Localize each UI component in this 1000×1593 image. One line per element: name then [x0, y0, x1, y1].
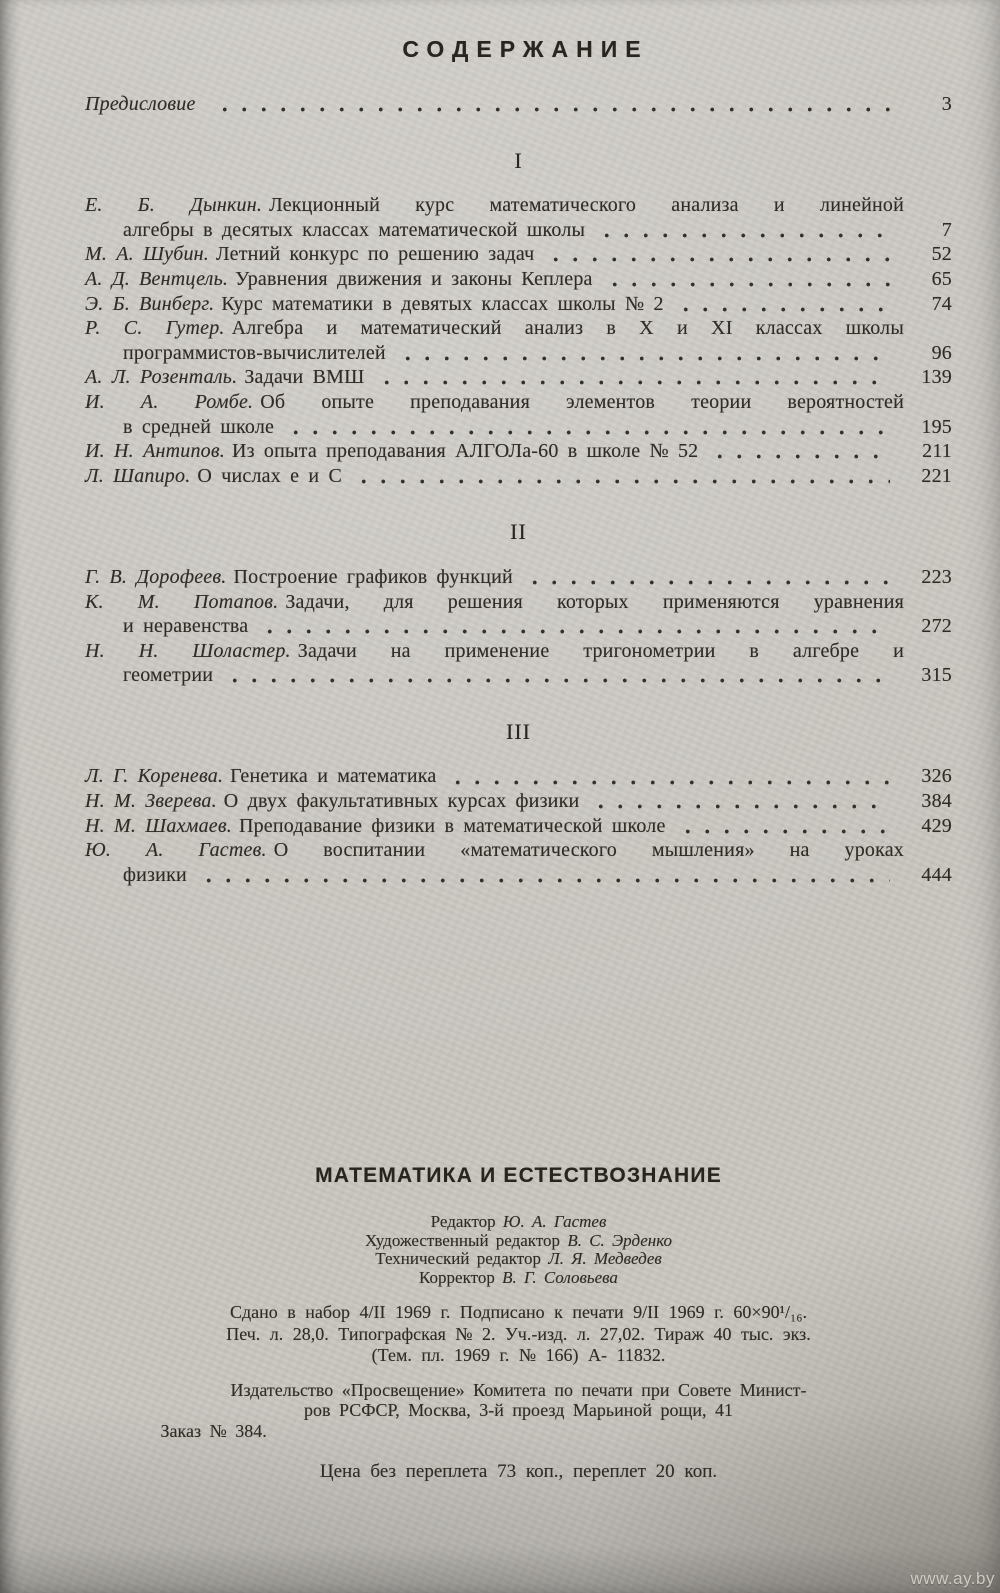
page-number: 7: [941, 218, 952, 241]
staff-role: Корректор: [419, 1267, 503, 1287]
dot-leader: [710, 454, 890, 460]
toc-title-text: Из опыта преподавания АЛГОЛа-60 в школе № 52: [231, 440, 699, 463]
book-title: МАТЕМАТИКА И ЕСТЕСТВОЗНАНИЕ: [315, 1164, 722, 1187]
page-number: 315: [921, 664, 952, 687]
staff-line: [85, 1269, 952, 1288]
colophon: [85, 1163, 952, 1483]
publisher-line-1: Издательство «Просвещение» Комитета по печати при Совете Минист-: [230, 1379, 807, 1400]
toc-entry-line: [85, 439, 952, 464]
toc-author: М. А. Шубин.: [85, 243, 209, 266]
toc-title-text: О воспитании «математического мышления» на уроках: [273, 839, 904, 862]
publisher-block: [149, 1380, 889, 1442]
toc-title-text: Алгебра и математический анализ в X и XI классах школы: [231, 317, 904, 340]
dot-leader: [354, 478, 890, 484]
dot-leader: [398, 355, 890, 361]
imprint-block: [149, 1302, 889, 1367]
toc-title-text: Об опыте преподавания элементов теории вероятностей: [260, 390, 904, 413]
toc-title-text: Уравнения движения и законы Кеплера: [235, 267, 593, 290]
toc-sections: [85, 149, 952, 888]
imprint-line-3: (Тем. пл. 1969 г. № 166) А- 11832.: [371, 1345, 666, 1366]
toc-author: Н. М. Зверева.: [85, 790, 217, 813]
toc-author: Е. Б. Дынкин.: [85, 194, 263, 217]
staff-role: Технический редактор: [375, 1249, 549, 1269]
dot-leader: [597, 232, 890, 238]
page-number: 65: [931, 267, 952, 290]
page-number: 96: [931, 341, 952, 364]
page-number: 52: [931, 243, 952, 266]
imprint-line-2: Печ. л. 28,0. Типографская № 2. Уч.-изд. л. 27,02. Тираж 40 тыс. экз.: [226, 1323, 811, 1344]
toc-entry-list: [85, 764, 952, 887]
dot-leader: [260, 629, 890, 635]
staff-line: [85, 1232, 952, 1251]
page-number: 272: [921, 615, 952, 638]
toc-author: К. М. Потапов.: [85, 590, 279, 613]
toc-entry-line: [85, 292, 952, 317]
watermark: www.ay.by: [910, 1569, 995, 1588]
toc-entry-line: [85, 193, 952, 218]
page-number: 211: [922, 440, 952, 463]
toc-entry-line: [85, 663, 952, 688]
toc-author: А. Л. Розенталь.: [85, 366, 238, 389]
table-of-contents: [85, 92, 952, 887]
toc-entry-line: [85, 789, 952, 814]
page-number: 384: [921, 790, 952, 813]
imprint-line-1: Сдано в набор 4/II 1969 г. Подписано к печати 9/II 1969 г. 60×90¹/₁₆.: [229, 1302, 808, 1323]
page-number: 221: [921, 464, 952, 487]
staff-line: [85, 1250, 952, 1269]
page-number: 3: [941, 93, 952, 115]
staff-role: Редактор: [430, 1212, 503, 1231]
toc-author: Ю. А. Гастев.: [85, 839, 267, 862]
toc-title-text: алгебры в десятых классах математической школы: [123, 218, 586, 241]
toc-title-text: Построение графиков функций: [233, 565, 513, 588]
staff-name: В. Г. Соловьева: [502, 1267, 618, 1287]
toc-entry-line: [85, 267, 952, 292]
page-number: 444: [921, 863, 952, 886]
toc-title-text: Лекционный курс математического анализа и линейной: [269, 194, 904, 217]
toc-entry-line: [85, 863, 952, 888]
toc-entry-line: [85, 415, 952, 440]
toc-title-text: Задачи, для решения которых применяются уравнения: [285, 590, 904, 613]
toc-author: Предисловие: [85, 93, 196, 115]
toc-author: И. Н. Антипов.: [85, 440, 225, 463]
page-number: 223: [921, 565, 952, 588]
page-number: 74: [931, 292, 952, 315]
staff-name: Ю. А. Гастев: [502, 1212, 607, 1231]
price-line: Цена без переплета 73 коп., переплет 20 коп.: [319, 1461, 718, 1483]
toc-author: Л. Шапиро.: [85, 464, 191, 487]
section-heading: III: [506, 718, 531, 744]
toc-author: И. А. Ромбе.: [85, 390, 254, 413]
toc-title-text: программистов-вычислителей: [123, 341, 386, 364]
dot-leader: [448, 779, 890, 785]
toc-entry-line: [85, 218, 952, 243]
toc-author: Р. С. Гутер.: [85, 317, 225, 340]
staff-name: В. С. Эрденко: [567, 1230, 673, 1250]
dot-leader: [605, 282, 890, 288]
toc-entry-line: [85, 316, 952, 341]
dot-leader: [286, 429, 890, 435]
toc-entry-list: [85, 565, 952, 688]
toc-entry-preface: [85, 92, 952, 117]
toc-title-text: О числах е и С: [197, 464, 343, 487]
toc-author: Н. М. Шахмаев.: [85, 814, 232, 837]
toc-author: А. Д. Вентцель.: [85, 267, 229, 290]
page-number: 429: [921, 814, 952, 837]
toc-title-text: Преподавание физики в математической школе: [238, 814, 666, 837]
toc-entry-line: [85, 341, 952, 366]
toc-entry-line: [85, 590, 952, 615]
dot-leader: [546, 257, 890, 263]
toc-entry-line: [85, 764, 952, 789]
dot-leader: [199, 877, 890, 883]
toc-title-text: Генетика и математика: [230, 765, 437, 788]
publisher-line-2: ров РСФСР, Москва, 3-й проезд Марьиной рощи, 41: [304, 1400, 733, 1421]
toc-entry-line: [85, 639, 952, 664]
publisher-order-line: Заказ № 384.: [160, 1420, 267, 1441]
toc-entry-line: [85, 390, 952, 415]
dot-leader: [215, 107, 890, 113]
toc-author: Э. Б. Винберг.: [85, 292, 215, 315]
toc-author: Н. Н. Шоластер.: [85, 639, 291, 662]
toc-title-text: Задачи ВМШ: [244, 366, 365, 389]
page-number: 326: [921, 765, 952, 788]
toc-author: Л. Г. Коренева.: [85, 765, 224, 788]
section-heading: II: [510, 519, 527, 545]
toc-entry-line: [85, 464, 952, 489]
dot-leader: [525, 580, 890, 586]
staff-role: Художественный редактор: [364, 1230, 568, 1250]
dot-leader: [591, 804, 890, 810]
toc-entry-line: [85, 614, 952, 639]
toc-title-text: в средней школе: [123, 415, 275, 438]
toc-entry-line: [85, 365, 952, 390]
toc-entry-line: [85, 242, 952, 267]
toc-title-text: О двух факультативных курсах физики: [223, 790, 580, 813]
page-title: СОДЕРЖАНИЕ: [402, 36, 649, 62]
toc-author: Г. В. Дорофеев.: [85, 565, 227, 588]
page-number: 195: [921, 415, 952, 438]
staff-list: [85, 1213, 952, 1287]
toc-title-text: Летний конкурс по решению задач: [216, 243, 535, 266]
toc-title-text: физики: [123, 863, 187, 886]
dot-leader: [377, 380, 890, 386]
toc-title-text: Курс математики в девятых классах школы № 2: [221, 292, 664, 315]
dot-leader: [225, 678, 890, 684]
dot-leader: [678, 828, 890, 834]
toc-entry-line: [85, 565, 952, 590]
page-number: 139: [921, 366, 952, 389]
staff-line: [85, 1213, 952, 1232]
toc-entry-line: [85, 814, 952, 839]
toc-entry-line: [85, 838, 952, 863]
dot-leader: [676, 306, 890, 312]
toc-title-text: геометрии: [123, 664, 214, 687]
toc-entry-list: [85, 193, 952, 488]
toc-title-text: Задачи на применение тригонометрии в алгебре и: [297, 639, 904, 662]
toc-title-text: и неравенства: [123, 615, 249, 638]
staff-name: Л. Я. Медведев: [548, 1249, 662, 1269]
section-heading: I: [514, 147, 523, 173]
